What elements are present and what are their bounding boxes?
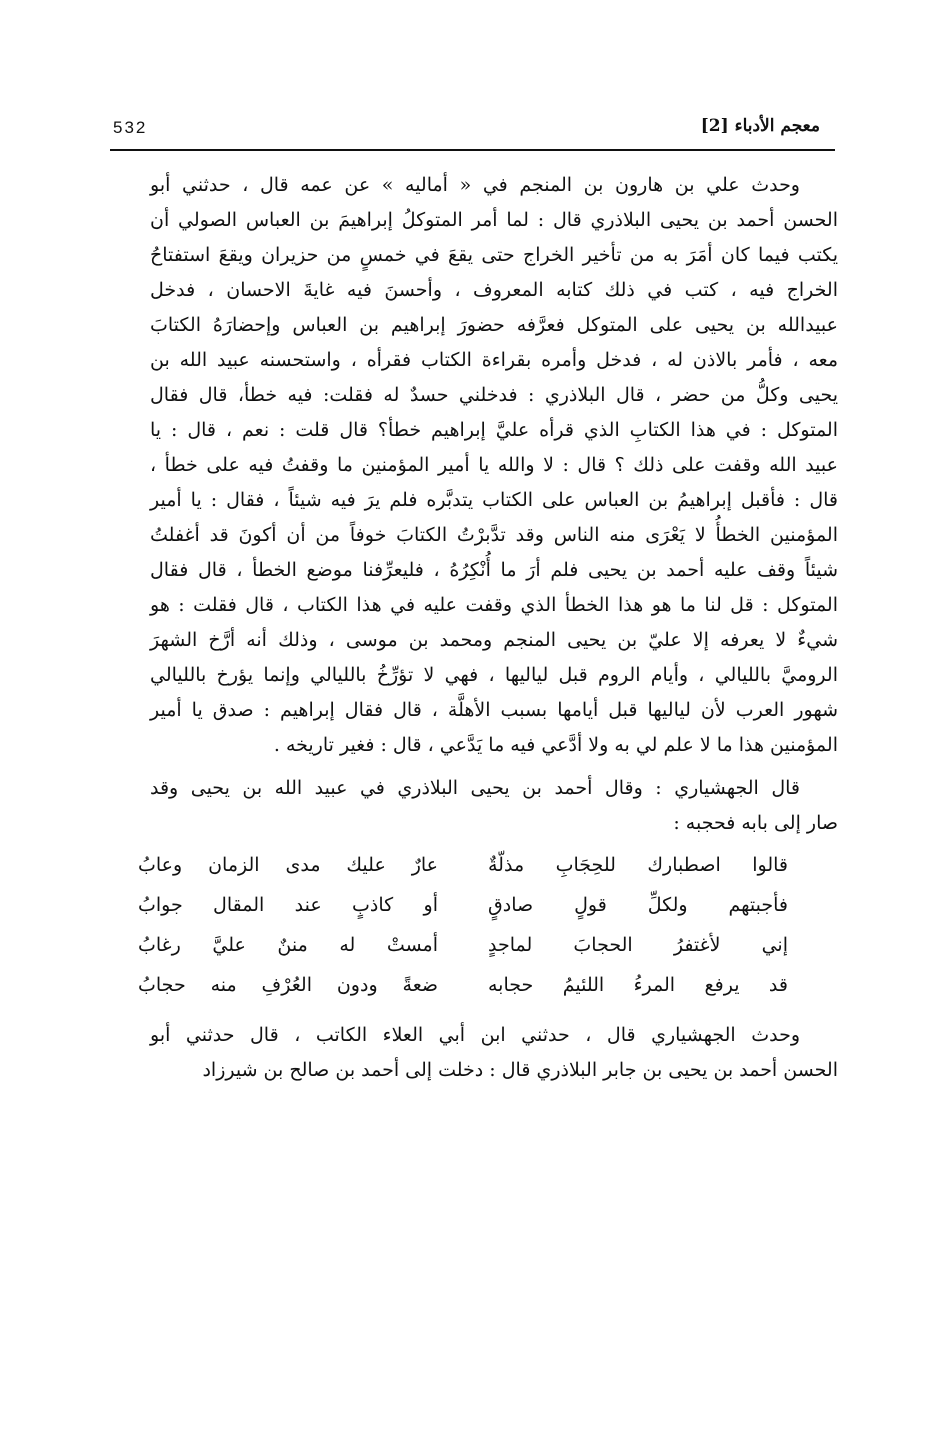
text-line: عبيدالله بن يحيى على المتوكل فعرَّفه حضورَ إبراهيم بن العباس وإحضارَهُ الكتابَ — [150, 314, 838, 336]
text-line: الروميَّ بالليالي ، وأيام الروم قبل لياليها ، فهي لا تؤرِّخُ بالليالي وإنما يؤرخ بالليالي — [150, 664, 838, 686]
text-line: معه ، فأمر بالاذن له ، فدخل وأمره بقراءة الكتاب فقرأه ، واستحسنه عبيد الله بن — [150, 349, 839, 371]
text-line: يكتب فيما كان أمَرَ به من تأخير الخراج حتى يقعَ في خمسٍ من حزيران ويقعَ استفتاحُ — [150, 244, 838, 266]
header-rule — [110, 149, 835, 151]
text-line: الخراج فيه ، كتب في ذلك كتابه المعروف ، وأحسنَ فيه غايةَ الاحسان ، فدخل — [150, 279, 838, 301]
poem-hemistich-second: عارٌ عليك مدى الزمان وعابُ — [138, 854, 438, 876]
text-line: يحيى وكلُّ من حضر ، قال البلاذري : فدخلني حسدٌ له فقلت: فيه خطأ، قال فقال — [150, 384, 838, 406]
text-line: المؤمنين هذا ما لا علم لي به ولا أدَّعي فيه ما يَدَّعي ، قال : فغير تاريخه . — [273, 734, 838, 756]
text-line: عبيد الله وقفت على ذلك ؟ قال : لا والله يا أمير المؤمنين ما وقفتُ فيه على خطأ ، — [150, 454, 838, 476]
text-line: المتوكل : قل لنا ما هو هذا الخطأ الذي وقفت عليه في هذا الكتاب ، قال فقلت : هو — [150, 594, 838, 616]
page-number: 532 — [113, 118, 148, 137]
text-line: الحسن أحمد بن يحيى بن جابر البلاذري قال : دخلت إلى أحمد بن صالح بن شيرزاد — [202, 1059, 838, 1081]
poem-hemistich-first: إني لأغتفرُ الحجابَ لماجدٍ — [488, 934, 788, 956]
text-line: المؤمنين الخطأُ لا يَعْرَى منه الناس وقد تدَّبرْتُ الكتابَ خوفاً من أن أكونَ قد أغفلتُ — [150, 524, 838, 546]
text-line: قال الجهشياري : وقال أحمد بن يحيى البلاذري في عبيد الله بن يحيى وقد — [150, 777, 800, 799]
text-line: شيءٌ لا يعرفه إلا عليّ بن يحيى المنجم ومحمد بن موسى ، وذلك أنه أرَّخ الشهرَ — [150, 629, 838, 651]
poem-hemistich-first: قالوا اصطبارك للحِجَابِ مذلّةٌ — [488, 854, 788, 876]
poem-hemistich-second: ضعةً ودون العُرْفِ منه حجابُ — [138, 974, 438, 996]
text-line: الحسن أحمد بن يحيى البلاذري قال : لما أمر المتوكلُ إبراهيمَ بن العباس الصولي أن — [150, 209, 838, 231]
poem-hemistich-first: فأجبتهم ولكلِّ قولٍ صادقٍ — [488, 894, 788, 916]
running-title: معجم الأدباء [2] — [700, 116, 820, 136]
text-line: وحدث الجهشياري قال ، حدثني ابن أبي العلاء الكاتب ، قال حدثني أبو — [150, 1024, 800, 1046]
poem-hemistich-first: قد يرفع المرءُ اللئيمُ حجابه — [488, 974, 788, 996]
text-line: شيئاً وقف عليه أحمد بن يحيى فلم أرَ ما أُنْكِرُهُ ، فليعرِّفنا موضع الخطأ ، قال فقال — [150, 559, 838, 581]
poem-hemistich-second: أمستْ له مننٌ عليَّ رغابُ — [138, 934, 438, 956]
text-line: شهور العرب لأن لياليها قبل أيامها بسبب الأهلَّة ، قال فقال إبراهيم : صدق يا أمير — [150, 699, 838, 721]
text-line: صار إلى بابه فحجبه : — [673, 812, 838, 834]
text-line: وحدث علي بن هارون بن المنجم في « أماليه » عن عمه قال ، حدثني أبو — [150, 174, 800, 196]
text-line: قال : فأقبل إبراهيمُ بن العباس على الكتاب يتدبَّره فلم يرَ فيه شيئاً ، فقال : يا أمير — [150, 489, 838, 511]
poem-hemistich-second: أو كاذبٍ عند المقال جوابُ — [138, 894, 438, 916]
text-line: المتوكل : في هذا الكتابِ الذي قرأه عليَّ إبراهيم خطأ؟ قال قلت : نعم ، قال : يا — [150, 419, 838, 441]
